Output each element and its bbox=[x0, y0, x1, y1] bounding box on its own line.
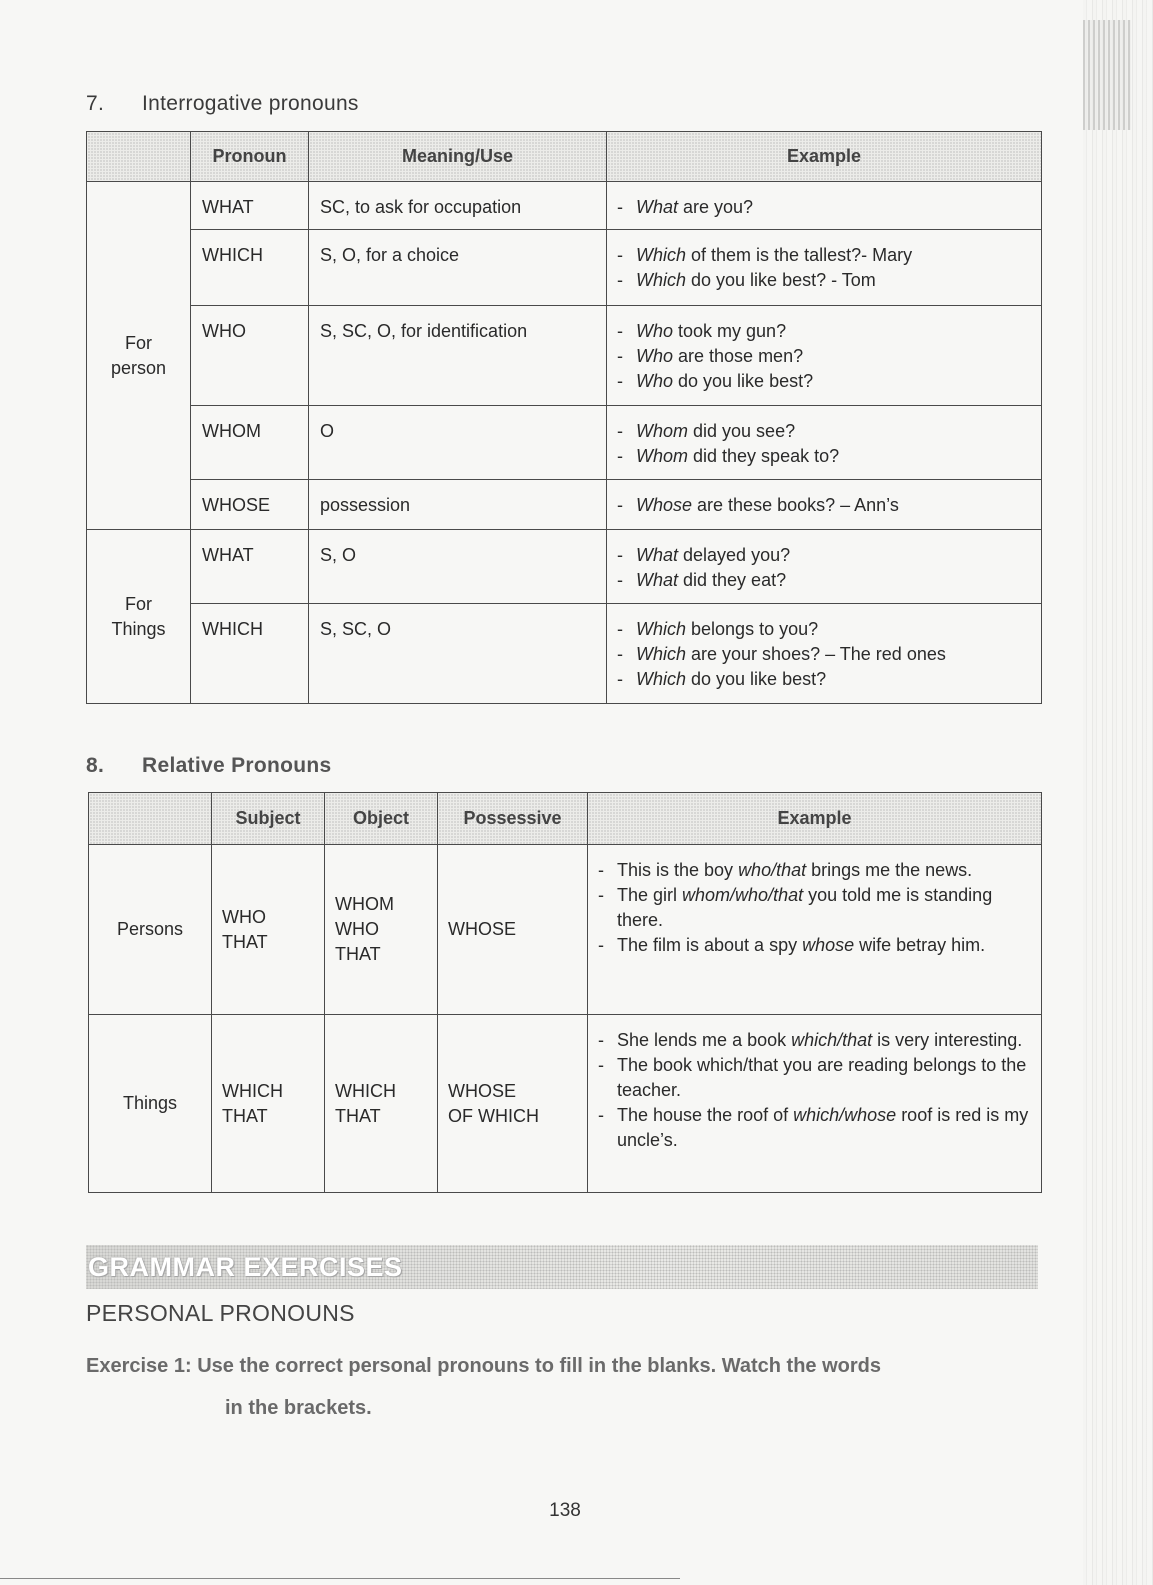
possessive-pronoun: WHOSE bbox=[448, 919, 517, 939]
example-pronoun: What bbox=[636, 545, 679, 565]
header-meaning: Meaning/Use bbox=[309, 132, 607, 182]
pronoun: WHO bbox=[202, 321, 246, 341]
meaning: S, O bbox=[320, 545, 357, 565]
grammar-exercises-banner: GRAMMAR EXERCISES bbox=[86, 1245, 1038, 1289]
object-pronoun: THAT bbox=[335, 944, 381, 964]
section8-title: Relative Pronouns bbox=[142, 754, 332, 777]
header-object: Object bbox=[325, 793, 438, 845]
example-pronoun: which/that bbox=[791, 1030, 873, 1050]
scan-bottom-line bbox=[0, 1578, 680, 1579]
example-text: belongs to you? bbox=[686, 619, 819, 639]
scan-edge bbox=[1083, 0, 1153, 1585]
possessive-cell bbox=[438, 845, 588, 1015]
example-pronoun: Whom bbox=[636, 446, 689, 466]
example-item bbox=[613, 419, 1033, 444]
header-example: Example bbox=[588, 793, 1042, 845]
example-item bbox=[613, 667, 1033, 692]
example-list bbox=[607, 230, 1041, 293]
example-item bbox=[594, 1053, 1031, 1103]
possessive-cell bbox=[438, 1015, 588, 1193]
interrogative-table-body bbox=[87, 182, 1042, 704]
meaning: S, O, for a choice bbox=[320, 245, 460, 265]
section7-heading bbox=[86, 92, 359, 116]
example-cell bbox=[588, 1015, 1042, 1193]
example-pronoun: Who bbox=[636, 346, 674, 366]
example-list bbox=[607, 480, 1041, 518]
relative-pronouns-table bbox=[88, 792, 1042, 1193]
example-text: roof is red is my uncle’s. bbox=[617, 1105, 1029, 1150]
row-label-cell bbox=[89, 845, 212, 1015]
pronoun-cell bbox=[191, 230, 309, 306]
table-row bbox=[87, 230, 1042, 306]
example-item bbox=[613, 543, 1033, 568]
table-row bbox=[87, 406, 1042, 480]
example-text: did they eat? bbox=[678, 570, 787, 590]
exercise-line-2: in the brackets. bbox=[225, 1397, 372, 1419]
possessive-pronoun: WHOSE bbox=[448, 1080, 517, 1101]
example-text: wife betray him. bbox=[854, 935, 986, 955]
meaning: S, SC, O, for identification bbox=[320, 321, 528, 341]
example-cell bbox=[607, 406, 1042, 480]
example-text: The house the roof of bbox=[617, 1105, 794, 1125]
object-cell bbox=[325, 845, 438, 1015]
header-blank bbox=[89, 793, 212, 845]
header-example: Example bbox=[607, 132, 1042, 182]
example-list bbox=[607, 406, 1041, 469]
pronoun: WHOSE bbox=[202, 495, 271, 515]
example-text: She lends me a book bbox=[617, 1030, 792, 1050]
example-text: The film is about a spy bbox=[617, 935, 803, 955]
meaning-cell bbox=[309, 182, 607, 230]
example-pronoun: Which bbox=[636, 669, 687, 689]
example-item bbox=[613, 344, 1033, 369]
example-text: you told me is standing there. bbox=[617, 885, 993, 930]
pronoun-cell bbox=[191, 182, 309, 230]
group-label-cell bbox=[87, 530, 191, 704]
example-item bbox=[613, 444, 1033, 469]
possessive-pronoun: OF WHICH bbox=[448, 1105, 539, 1126]
object-pronoun: WHICH bbox=[335, 1080, 396, 1101]
example-pronoun: Which bbox=[636, 619, 687, 639]
object-pronoun: WHOM bbox=[335, 894, 394, 914]
example-text: did they speak to? bbox=[688, 446, 840, 466]
example-item bbox=[613, 268, 1033, 293]
example-item bbox=[613, 493, 1033, 518]
example-text: took my gun? bbox=[673, 321, 787, 341]
meaning: O bbox=[320, 421, 335, 441]
example-cell bbox=[607, 306, 1042, 406]
meaning: SC, to ask for occupation bbox=[320, 197, 522, 217]
object-cell bbox=[325, 1015, 438, 1193]
example-list bbox=[607, 306, 1041, 394]
pronoun: WHICH bbox=[202, 619, 263, 639]
example-text: delayed you? bbox=[678, 545, 791, 565]
meaning-cell bbox=[309, 406, 607, 480]
pronoun: WHAT bbox=[202, 197, 254, 217]
table-row bbox=[87, 530, 1042, 604]
example-text: are you? bbox=[678, 197, 754, 217]
example-pronoun: What bbox=[636, 570, 679, 590]
example-cell bbox=[607, 480, 1042, 530]
meaning-cell bbox=[309, 230, 607, 306]
example-item bbox=[594, 1028, 1031, 1053]
example-text: are those men? bbox=[673, 346, 804, 366]
meaning: possession bbox=[320, 495, 411, 515]
example-item bbox=[613, 642, 1033, 667]
example-item bbox=[594, 933, 1031, 958]
example-list bbox=[588, 1015, 1041, 1153]
table-row bbox=[89, 845, 1042, 1015]
page-number: 138 bbox=[549, 1500, 581, 1521]
example-cell bbox=[607, 182, 1042, 230]
example-item bbox=[613, 369, 1033, 394]
subject-cell bbox=[212, 845, 325, 1015]
meaning-cell bbox=[309, 604, 607, 704]
personal-pronouns-heading: PERSONAL PRONOUNS bbox=[86, 1300, 355, 1326]
table-row bbox=[87, 306, 1042, 406]
pronoun-cell bbox=[191, 406, 309, 480]
scan-edge-shadow bbox=[1083, 20, 1131, 130]
example-text: are your shoes? – The red ones bbox=[686, 644, 946, 664]
exercise-line-1: Exercise 1: Use the correct personal pronouns to fill in the blanks. Watch the words bbox=[86, 1355, 881, 1377]
pronoun-cell bbox=[191, 480, 309, 530]
table-row bbox=[87, 480, 1042, 530]
example-item bbox=[594, 1103, 1031, 1153]
example-text: The book which/that you are reading belongs to the teacher. bbox=[617, 1055, 1027, 1100]
example-text: are these books? – Ann’s bbox=[692, 495, 899, 515]
example-text: is very interesting. bbox=[872, 1030, 1023, 1050]
meaning-cell bbox=[309, 306, 607, 406]
example-pronoun: who/that bbox=[738, 860, 807, 880]
pronoun-cell bbox=[191, 604, 309, 704]
example-text: did you see? bbox=[688, 421, 796, 441]
subject-pronoun: WHICH bbox=[222, 1080, 283, 1101]
example-pronoun: whom/who/that bbox=[682, 885, 804, 905]
table-row bbox=[87, 604, 1042, 704]
example-pronoun: Who bbox=[636, 371, 674, 391]
example-item bbox=[613, 243, 1033, 268]
example-pronoun: Whom bbox=[636, 421, 689, 441]
example-pronoun: whose bbox=[802, 935, 855, 955]
example-pronoun: which/whose bbox=[793, 1105, 897, 1125]
object-pronoun: WHO bbox=[335, 919, 379, 939]
example-text: of them is the tallest?- Mary bbox=[686, 245, 913, 265]
table-row bbox=[89, 1015, 1042, 1193]
object-pronoun: THAT bbox=[335, 1105, 381, 1126]
group-label-cell bbox=[87, 182, 191, 530]
header-subject: Subject bbox=[212, 793, 325, 845]
example-text: do you like best? - Tom bbox=[686, 270, 876, 290]
section8-number: 8. bbox=[86, 754, 105, 777]
row-label: Things bbox=[122, 1093, 178, 1113]
meaning-cell bbox=[309, 480, 607, 530]
pronoun-cell bbox=[191, 530, 309, 604]
subject-cell bbox=[212, 1015, 325, 1193]
example-item bbox=[613, 319, 1033, 344]
example-cell bbox=[607, 530, 1042, 604]
row-label: Persons bbox=[116, 919, 184, 939]
example-pronoun: Which bbox=[636, 245, 687, 265]
subject-pronoun: THAT bbox=[222, 1105, 268, 1126]
pronoun: WHAT bbox=[202, 545, 254, 565]
example-item bbox=[613, 617, 1033, 642]
section8-heading bbox=[86, 754, 331, 778]
example-pronoun: Which bbox=[636, 270, 687, 290]
interrogative-pronouns-table bbox=[86, 131, 1042, 704]
example-cell bbox=[607, 230, 1042, 306]
relative-table-body bbox=[89, 845, 1042, 1193]
exercise-1-instructions bbox=[86, 1352, 1046, 1422]
table-row bbox=[87, 182, 1042, 230]
example-text: brings me the news. bbox=[806, 860, 973, 880]
example-item bbox=[613, 195, 1033, 220]
row-label-cell bbox=[89, 1015, 212, 1193]
example-item bbox=[594, 883, 1031, 933]
example-text: This is the boy bbox=[617, 860, 739, 880]
example-item bbox=[594, 858, 1031, 883]
example-text: do you like best? bbox=[673, 371, 814, 391]
subject-pronoun: WHO bbox=[222, 906, 266, 927]
header-blank bbox=[87, 132, 191, 182]
pronoun: WHICH bbox=[202, 245, 263, 265]
header-pronoun: Pronoun bbox=[191, 132, 309, 182]
pronoun: WHOM bbox=[202, 421, 261, 441]
example-list bbox=[607, 182, 1041, 220]
example-list bbox=[607, 604, 1041, 692]
example-pronoun: Whose bbox=[636, 495, 693, 515]
header-possessive: Possessive bbox=[438, 793, 588, 845]
pronoun-cell bbox=[191, 306, 309, 406]
group-label: For person bbox=[110, 332, 167, 378]
example-cell bbox=[588, 845, 1042, 1015]
group-label: For Things bbox=[111, 593, 166, 639]
example-item bbox=[613, 568, 1033, 593]
example-list bbox=[607, 530, 1041, 593]
meaning-cell bbox=[309, 530, 607, 604]
example-text: do you like best? bbox=[686, 669, 827, 689]
example-pronoun: What bbox=[636, 197, 679, 217]
example-pronoun: Which bbox=[636, 644, 687, 664]
section7-number: 7. bbox=[86, 92, 105, 115]
section7-title: Interrogative pronouns bbox=[142, 92, 359, 115]
example-pronoun: Who bbox=[636, 321, 674, 341]
meaning: S, SC, O bbox=[320, 619, 392, 639]
example-text: The girl bbox=[617, 885, 683, 905]
subject-pronoun: THAT bbox=[222, 931, 268, 952]
example-cell bbox=[607, 604, 1042, 704]
example-list bbox=[588, 845, 1041, 958]
